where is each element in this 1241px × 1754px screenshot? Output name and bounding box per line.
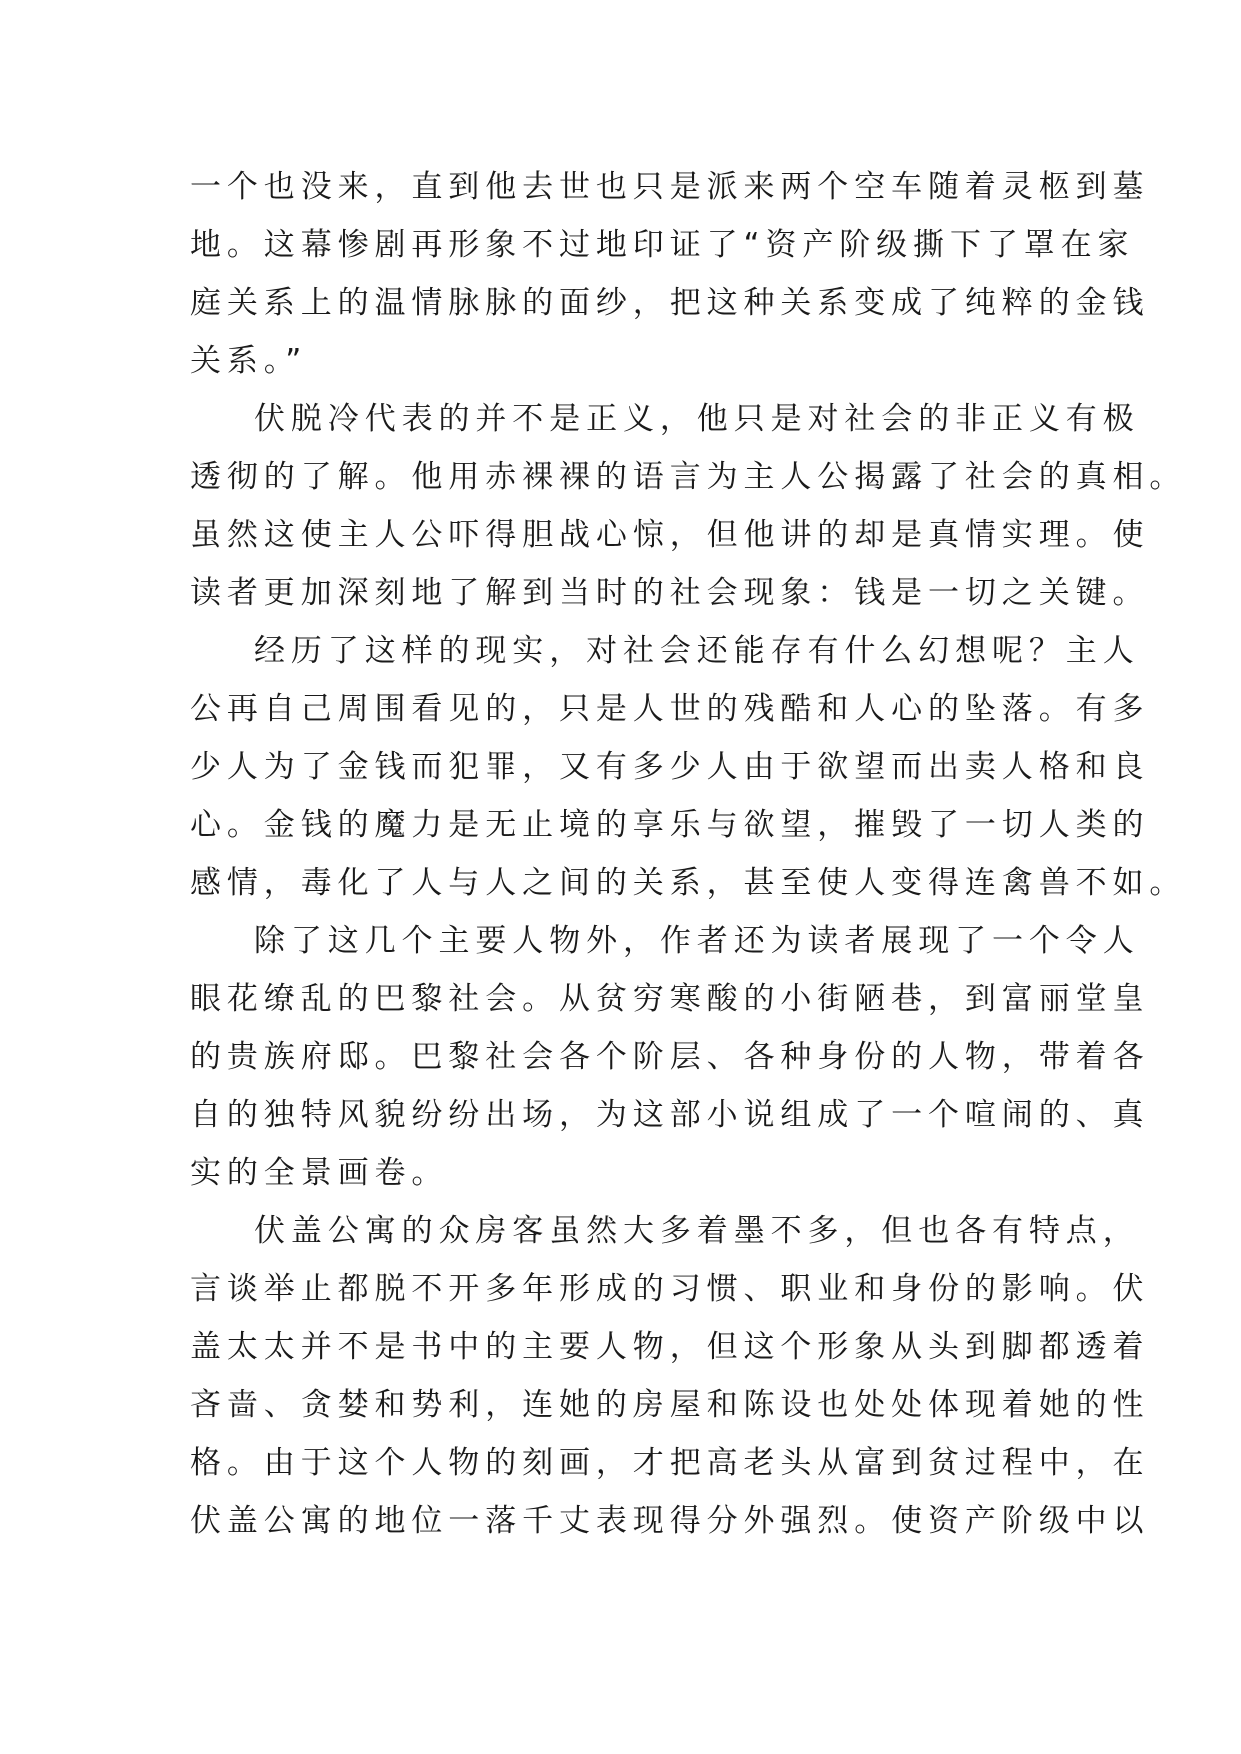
paragraph-3 <box>190 622 1187 912</box>
text-line: 少人为了金钱而犯罪，又有多少人由于欲望而出卖人格和良 <box>190 749 1150 785</box>
text-line: 心。金钱的魔力是无止境的享乐与欲望，摧毁了一切人类的 <box>190 807 1150 843</box>
text-line: 言谈举止都脱不开多年形成的习惯、职业和身份的影响。伏 <box>190 1271 1150 1307</box>
text-line: 眼花缭乱的巴黎社会。从贫穷寒酸的小街陋巷，到富丽堂皇 <box>190 981 1150 1017</box>
text-line: 伏脱冷代表的并不是正义，他只是对社会的非正义有极 <box>254 401 1140 437</box>
text-line: 关系。” <box>190 343 308 379</box>
text-line: 透彻的了解。他用赤裸裸的语言为主人公揭露了社会的真相。 <box>190 459 1187 495</box>
text-line: 一个也没来，直到他去世也只是派来两个空车随着灵柩到墓 <box>190 169 1150 205</box>
paragraph-4 <box>190 912 1150 1202</box>
text-line: 盖太太并不是书中的主要人物，但这个形象从头到脚都透着 <box>190 1329 1150 1365</box>
text-line: 感情，毒化了人与人之间的关系，甚至使人变得连禽兽不如。 <box>190 865 1187 901</box>
text-line: 吝啬、贪婪和势利，连她的房屋和陈设也处处体现着她的性 <box>190 1387 1150 1423</box>
text-line: 经历了这样的现实，对社会还能存有什么幻想呢？主人 <box>254 633 1140 669</box>
text-line: 公再自己周围看见的，只是人世的残酷和人心的坠落。有多 <box>190 691 1150 727</box>
text-line: 伏盖公寓的地位一落千丈表现得分外强烈。使资产阶级中以 <box>190 1503 1150 1539</box>
body-text <box>190 158 1187 1550</box>
text-line: 伏盖公寓的众房客虽然大多着墨不多，但也各有特点， <box>254 1213 1140 1249</box>
text-line: 的贵族府邸。巴黎社会各个阶层、各种身份的人物，带着各 <box>190 1039 1150 1075</box>
paragraph-5 <box>190 1202 1150 1550</box>
text-line: 格。由于这个人物的刻画，才把高老头从富到贫过程中，在 <box>190 1445 1150 1481</box>
paragraph-1 <box>190 158 1150 390</box>
text-line: 虽然这使主人公吓得胆战心惊，但他讲的却是真情实理。使 <box>190 517 1150 553</box>
paragraph-2 <box>190 390 1187 622</box>
text-line: 除了这几个主要人物外，作者还为读者展现了一个令人 <box>254 923 1140 959</box>
text-line: 实的全景画卷。 <box>190 1155 449 1191</box>
text-line: 庭关系上的温情脉脉的面纱，把这种关系变成了纯粹的金钱 <box>190 285 1150 321</box>
text-line: 地。这幕惨剧再形象不过地印证了“资产阶级撕下了罩在家 <box>190 227 1135 263</box>
text-line: 读者更加深刻地了解到当时的社会现象：钱是一切之关键。 <box>190 575 1150 611</box>
text-line: 自的独特风貌纷纷出场，为这部小说组成了一个喧闹的、真 <box>190 1097 1150 1133</box>
